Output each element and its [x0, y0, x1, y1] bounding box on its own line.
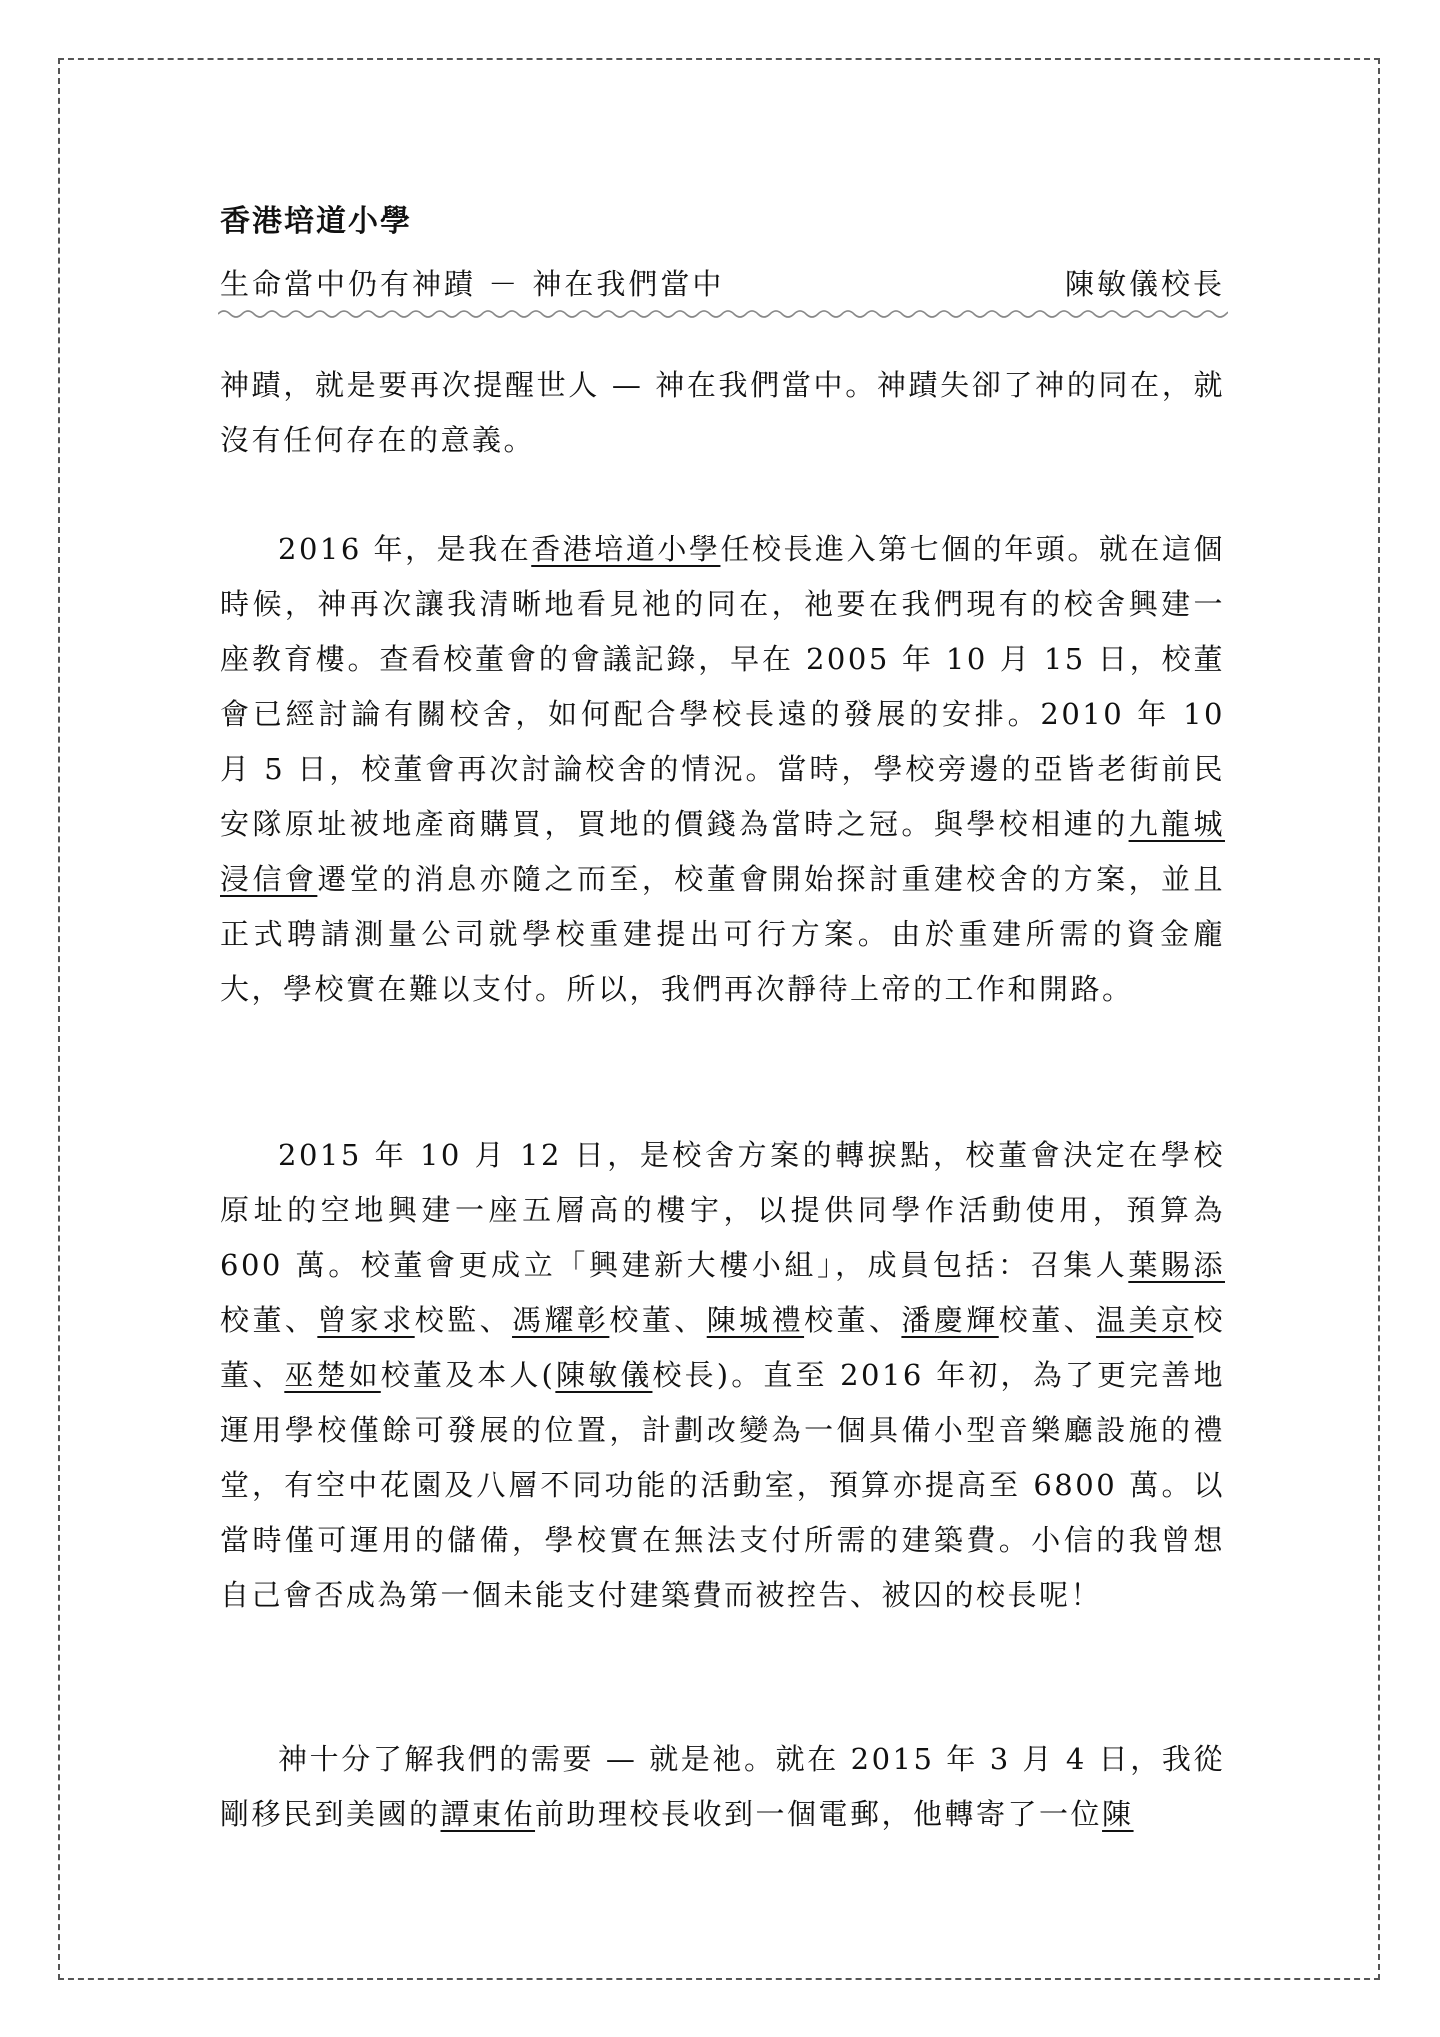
text-run: 校長)。直至 2016 年初，為了更完善地運用學校僅餘可發展的位置，計劃改變為一個具備小型音樂廳設施的禮堂，有空中花園及八層不同功能的活動室，預算亦提高至 6800 萬。以當時僅可運用的儲備，學校實在無法支付所需的建築費。小信的我曾想自己會否成為第一個未能支付建築費而被控告、被囚的校長呢！ [220, 1358, 1225, 1612]
text-run: 2015 年 10 月 12 日，是校舍方案的轉捩點，校董會決定在學校原址的空地興建一座五層高的樓宇，以提供同學作活動使用，預算為 600 萬。校董會更成立「興建新大樓小組」，成員包括：召集人 [220, 1138, 1225, 1282]
text-run: 校董、 [609, 1303, 707, 1337]
underlined-name: 巫楚如 [284, 1358, 381, 1392]
page-border [58, 58, 1380, 1980]
underlined-name: 葉賜添 [1128, 1248, 1225, 1282]
paragraph-intro [220, 358, 1225, 468]
text-run: 神十分了解我們的需要 — 就是祂。就在 2015 年 3 月 4 日，我從剛移民到美國的 [220, 1742, 1225, 1831]
underlined-name: 陳敏儀 [555, 1358, 653, 1392]
article-author: 陳敏儀校長 [1064, 267, 1225, 301]
article-title: 生命當中仍有神蹟 － 神在我們當中 [220, 267, 725, 301]
underlined-name: 潘慶輝 [901, 1303, 999, 1337]
text-run: 遷堂的消息亦隨之而至，校董會開始探討重建校舍的方案，並且正式聘請測量公司就學校重建提出可行方案。由於重建所需的資金龐大，學校實在難以支付。所以，我們再次靜待上帝的工作和開路。 [220, 862, 1225, 1006]
text-run: 神蹟，就是要再次提醒世人 — 神在我們當中。神蹟失卻了神的同在，就沒有任何存在的意義。 [220, 368, 1225, 457]
text-run: 前助理校長收到一個電郵，他轉寄了一位 [535, 1797, 1103, 1831]
underlined-name: 陳 [1102, 1797, 1134, 1831]
text-run: 校董、 [220, 1303, 318, 1337]
wavy-divider [218, 306, 1228, 322]
paragraph-history [220, 522, 1225, 1017]
text-run: 任校長進入第七個的年頭。就在這個時候，神再次讓我清晰地看見祂的同在，祂要在我們現有的校舍興建一座教育樓。查看校董會的會議記錄，早在 2005 年 10 月 15 日，校董會已經討論有關校舍，如何配合學校長遠的發展的安排。2010 年 10 月 5 日，校董會再次討論校舍的情況。當時，學校旁邊的亞皆老街前民安隊原址被地產商購買，買地的價錢為當時之冠。與學校相連的 [220, 532, 1225, 841]
article-headline [220, 262, 1225, 306]
underlined-name: 温美京 [1096, 1303, 1194, 1337]
underlined-name: 九龍城浸信會 [220, 807, 1225, 896]
school-name: 香港培道小學 [220, 204, 412, 239]
text-run: 校董、 [998, 1303, 1097, 1337]
paragraph-email [220, 1732, 1225, 1842]
text-run: 校監、 [414, 1303, 513, 1337]
underlined-name: 譚東佑 [440, 1797, 536, 1831]
underlined-name: 陳城禮 [706, 1303, 805, 1337]
text-run: 校董及本人( [380, 1358, 556, 1392]
underlined-name: 香港培道小學 [531, 532, 721, 566]
text-run: 2016 年，是我在 [278, 532, 532, 566]
text-run: 校董、 [804, 1303, 902, 1337]
underlined-name: 馮耀彰 [512, 1303, 610, 1337]
underlined-name: 曾家求 [317, 1303, 415, 1337]
text-run: 校董、 [220, 1303, 1225, 1392]
paragraph-committee [220, 1128, 1225, 1623]
